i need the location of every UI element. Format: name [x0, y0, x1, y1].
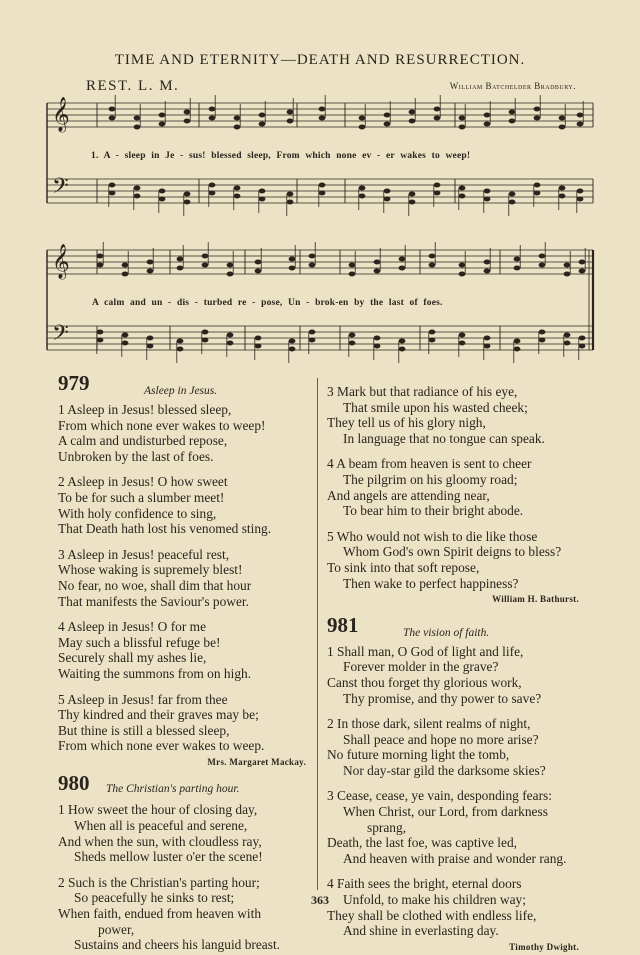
verse-line: sprang,: [367, 819, 407, 835]
treble-note: [534, 116, 541, 121]
bass-note: [255, 344, 262, 349]
bass-note: [259, 197, 266, 202]
verse-line: And angels are attending near,: [327, 487, 490, 503]
verse-line: The pilgrim on his gloomy road;: [343, 471, 518, 487]
hymn-980-header: [58, 771, 306, 802]
treble-note: [134, 125, 141, 130]
bass-note: [409, 200, 416, 205]
verse-line: Whom God's own Spirit deigns to bless?: [343, 544, 562, 560]
bass-note: [409, 192, 416, 197]
treble-note: [577, 113, 584, 118]
verse-line: Forever molder in the grave?: [343, 659, 499, 675]
treble-note: [459, 125, 466, 130]
treble-note: [409, 110, 416, 115]
bass-note: [514, 339, 521, 344]
verse-line: 2 Such is the Christian's parting hour;: [58, 874, 260, 890]
treble-note: [429, 263, 436, 268]
bass-note: [429, 330, 436, 335]
verse-line: 2 Asleep in Jesus! O how sweet: [58, 474, 228, 490]
verse-line: To bear him to their bright abode.: [343, 503, 524, 519]
treble-note: [159, 113, 166, 118]
treble-note: [434, 107, 441, 112]
bass-note: [147, 344, 154, 349]
bass-note: [509, 192, 516, 197]
verse-line: Unfold, to make his children way;: [343, 892, 526, 908]
treble-note: [434, 116, 441, 121]
verse-line: And heaven with praise and wonder rang.: [343, 850, 567, 866]
treble-note: [459, 263, 466, 268]
treble-note: [559, 116, 566, 121]
treble-note: [459, 272, 466, 277]
verse-line: 1 How sweet the hour of closing day,: [58, 802, 258, 818]
hymn-number: 980: [58, 771, 90, 796]
hymn-author: William H. Bathurst.: [492, 594, 579, 605]
verse-line: With holy confidence to sing,: [58, 505, 217, 521]
treble-note: [429, 254, 436, 259]
treble-note: [579, 269, 586, 274]
treble-note: [159, 122, 166, 127]
verse-line: When faith, endued from heaven with: [58, 906, 262, 922]
verse-line: Thy kindred and their graves may be;: [58, 707, 259, 723]
treble-note: [202, 263, 209, 268]
bass-note: [429, 338, 436, 343]
bass-note: [374, 344, 381, 349]
treble-note: [509, 119, 516, 124]
bass-note: [349, 341, 356, 346]
bass-note: [577, 197, 584, 202]
verse-line: power,: [98, 921, 135, 937]
treble-note: [97, 254, 104, 259]
music-score: [0, 0, 640, 370]
verse-line: Sustains and cheers his languid breast.: [74, 937, 281, 953]
verse-line: 4 Faith sees the bright, eternal doors: [327, 876, 522, 892]
page-number: 363: [311, 893, 329, 907]
treble-note: [399, 257, 406, 262]
treble-note: [287, 119, 294, 124]
bass-note: [484, 197, 491, 202]
verse-line: Securely shall my ashes lie,: [58, 650, 207, 666]
verse-line: 2 In those dark, silent realms of night,: [327, 716, 531, 732]
treble-note: [184, 110, 191, 115]
verse-line: Whose waking is supremely blest!: [58, 562, 243, 578]
treble-note: [309, 254, 316, 259]
treble-note: [359, 125, 366, 130]
verse-line: 5 Asleep in Jesus! far from thee: [58, 691, 228, 707]
treble-note: [349, 263, 356, 268]
hymn-title: The vision of faith.: [403, 626, 490, 639]
treble-note: [539, 263, 546, 268]
bass-note: [579, 336, 586, 341]
treble-note: [579, 260, 586, 265]
treble-note: [459, 116, 466, 121]
treble-note: [109, 107, 116, 112]
treble-note: [559, 125, 566, 130]
bass-note: [177, 339, 184, 344]
treble-note: [259, 113, 266, 118]
treble-note: [319, 116, 326, 121]
bass-note: [97, 330, 104, 335]
verse-line: 4 Asleep in Jesus! O for me: [58, 619, 207, 635]
treble-clef: 𝄞: [52, 244, 70, 279]
verse-line: No fear, no woe, shall dim that hour: [58, 577, 252, 593]
tune-name: REST. L. M.: [86, 78, 180, 94]
bass-note: [147, 336, 154, 341]
treble-clef: 𝄞: [52, 97, 70, 132]
hymn-author: Timothy Dwight.: [509, 941, 579, 952]
treble-note: [122, 263, 129, 268]
bass-note: [134, 186, 141, 191]
verse-line: To be for such a slumber meet!: [58, 489, 225, 505]
hymn-979-header: [58, 371, 306, 402]
verse-line: To sink into that soft repose,: [327, 559, 480, 575]
verse-line: 5 Who would not wish to die like those: [327, 528, 538, 544]
treble-note: [359, 116, 366, 121]
bass-clef: 𝄢: [52, 321, 69, 351]
bass-note: [577, 189, 584, 194]
treble-note: [514, 266, 521, 271]
bass-note: [564, 333, 571, 338]
verse-line: Thy promise, and thy power to save?: [343, 690, 542, 706]
verse-line: In language that no tongue can speak.: [343, 430, 545, 446]
bass-note: [559, 194, 566, 199]
hymn-author: Mrs. Margaret Mackay.: [207, 756, 306, 767]
treble-note: [289, 257, 296, 262]
lyrics-line-1: 1. A - sleep in Je - sus! blessed sleep, From which none ev - er wakes to weep!: [91, 151, 471, 161]
bass-note: [564, 341, 571, 346]
treble-note: [97, 263, 104, 268]
bass-note: [209, 191, 216, 196]
treble-note: [409, 119, 416, 124]
treble-note: [109, 116, 116, 121]
bass-note: [359, 194, 366, 199]
verse-line: Unbroken by the last of foes.: [58, 448, 214, 464]
treble-note: [484, 113, 491, 118]
treble-note: [147, 269, 154, 274]
treble-note: [259, 122, 266, 127]
verse-line: And shine in everlasting day.: [343, 923, 499, 939]
treble-note: [384, 122, 391, 127]
hymn-981-header: [327, 612, 579, 644]
bass-note: [259, 189, 266, 194]
treble-note: [134, 116, 141, 121]
bass-note: [287, 192, 294, 197]
treble-note: [484, 260, 491, 265]
verse-line: That Death hath lost his venomed sting.: [58, 521, 272, 537]
treble-note: [309, 263, 316, 268]
verse-line: When all is peaceful and serene,: [74, 818, 248, 834]
treble-note: [564, 272, 571, 277]
verse-line: 3 Asleep in Jesus! peaceful rest,: [58, 546, 230, 562]
verse-line: From which none ever wakes to weep.: [58, 738, 265, 754]
bass-note: [459, 186, 466, 191]
treble-note: [484, 269, 491, 274]
treble-note: [184, 119, 191, 124]
treble-note: [177, 266, 184, 271]
bass-note: [159, 197, 166, 202]
bass-note: [122, 341, 129, 346]
treble-note: [384, 113, 391, 118]
bass-note: [459, 333, 466, 338]
bass-note: [319, 183, 326, 188]
treble-note: [484, 122, 491, 127]
bass-note: [359, 186, 366, 191]
composer-name: William Batchelder Bradbury.: [449, 81, 576, 91]
verse-line: Waiting the summons from on high.: [58, 665, 252, 681]
bass-note: [122, 333, 129, 338]
hymn-number: 979: [58, 371, 90, 395]
bass-note: [434, 191, 441, 196]
verse-line: That manifests the Saviour's power.: [58, 593, 249, 609]
treble-note: [122, 272, 129, 277]
verse-line: 4 A beam from heaven is sent to cheer: [327, 456, 532, 472]
treble-note: [539, 254, 546, 259]
verse-line: When Christ, our Lord, from darkness: [343, 804, 548, 820]
verse-line: From which none ever wakes to weep!: [58, 417, 266, 433]
bass-note: [234, 194, 241, 199]
treble-note: [227, 272, 234, 277]
bass-note: [434, 183, 441, 188]
verse-line: Canst thou forget thy glorious work,: [327, 674, 522, 690]
bass-note: [109, 183, 116, 188]
hymn-title: Asleep in Jesus.: [144, 385, 218, 397]
verse-line: That smile upon his wasted cheek;: [343, 399, 528, 415]
verse-line: Shall peace and hope no more arise?: [343, 731, 539, 747]
verse-line: They tell us of his glory nigh,: [327, 415, 486, 431]
verse-line: They shall be clothed with endless life,: [327, 907, 537, 923]
bass-note: [177, 347, 184, 352]
treble-note: [289, 266, 296, 271]
hymn-title: The Christian's parting hour.: [106, 783, 240, 796]
verse-line: 1 Shall man, O God of light and life,: [327, 643, 524, 659]
bass-note: [484, 189, 491, 194]
bass-note: [384, 197, 391, 202]
bass-note: [319, 191, 326, 196]
treble-note: [509, 110, 516, 115]
bass-note: [459, 194, 466, 199]
bass-note: [134, 194, 141, 199]
treble-note: [227, 263, 234, 268]
bass-note: [514, 347, 521, 352]
verse-line: No future morning light the tomb,: [327, 747, 510, 763]
bass-note: [309, 330, 316, 335]
bass-note: [255, 336, 262, 341]
treble-note: [514, 257, 521, 262]
hymn-number: 981: [327, 612, 359, 637]
bass-note: [559, 186, 566, 191]
treble-note: [202, 254, 209, 259]
verse-line: Then wake to perfect happiness?: [343, 575, 519, 591]
bass-note: [309, 338, 316, 343]
bass-note: [227, 341, 234, 346]
verse-line: 1 Asleep in Jesus! blessed sleep,: [58, 402, 232, 417]
treble-note: [577, 122, 584, 127]
treble-note: [255, 269, 262, 274]
bass-note: [399, 339, 406, 344]
verse-line: Death, the last foe, was captive led,: [327, 835, 517, 851]
bass-note: [579, 344, 586, 349]
bass-note: [159, 189, 166, 194]
treble-note: [349, 272, 356, 277]
bass-note: [384, 189, 391, 194]
bass-note: [202, 338, 209, 343]
column-divider: [317, 378, 318, 890]
bass-note: [209, 183, 216, 188]
treble-note: [374, 269, 381, 274]
bass-note: [109, 191, 116, 196]
treble-note: [209, 116, 216, 121]
verse-line: But thine is still a blessed sleep,: [58, 722, 230, 738]
left-column: [58, 371, 306, 953]
verse-line: 3 Mark but that radiance of his eye,: [327, 384, 518, 399]
bass-note: [484, 336, 491, 341]
lyrics-line-2: A calm and un - dis - turbed re - pose, Un - brok-en by the last of foes.: [92, 298, 443, 308]
treble-note: [564, 263, 571, 268]
verse-line: Nor day-star gild the darksome skies?: [343, 762, 546, 778]
bass-clef: 𝄢: [52, 174, 69, 204]
treble-note: [534, 107, 541, 112]
verse-line: So peacefully he sinks to rest;: [74, 890, 235, 906]
bass-note: [509, 200, 516, 205]
treble-note: [319, 107, 326, 112]
treble-note: [234, 116, 241, 121]
bass-note: [287, 200, 294, 205]
bass-note: [534, 183, 541, 188]
bass-note: [539, 338, 546, 343]
section-heading: TIME AND ETERNITY—DEATH AND RESURRECTION.: [114, 52, 526, 68]
bass-note: [97, 338, 104, 343]
bass-note: [227, 333, 234, 338]
bass-note: [234, 186, 241, 191]
verse-line: A calm and undisturbed repose,: [58, 433, 228, 449]
verse-line: May such a blissful refuge be!: [58, 634, 221, 650]
treble-note: [234, 125, 241, 130]
bass-note: [484, 344, 491, 349]
treble-note: [255, 260, 262, 265]
bass-note: [184, 200, 191, 205]
bass-note: [202, 330, 209, 335]
verse-line: 3 Cease, cease, ye vain, desponding fears:: [327, 788, 552, 804]
verse-line: And when the sun, with cloudless ray,: [58, 833, 262, 849]
treble-note: [287, 110, 294, 115]
verse-line: Sheds mellow luster o'er the scene!: [74, 849, 263, 865]
bass-note: [289, 347, 296, 352]
bass-note: [534, 191, 541, 196]
bass-note: [399, 347, 406, 352]
treble-note: [209, 107, 216, 112]
bass-note: [349, 333, 356, 338]
treble-note: [177, 257, 184, 262]
treble-note: [399, 266, 406, 271]
bass-note: [459, 341, 466, 346]
bass-note: [289, 339, 296, 344]
bass-note: [539, 330, 546, 335]
treble-note: [374, 260, 381, 265]
bass-note: [184, 192, 191, 197]
treble-note: [147, 260, 154, 265]
right-column: [327, 384, 579, 955]
bass-note: [374, 336, 381, 341]
